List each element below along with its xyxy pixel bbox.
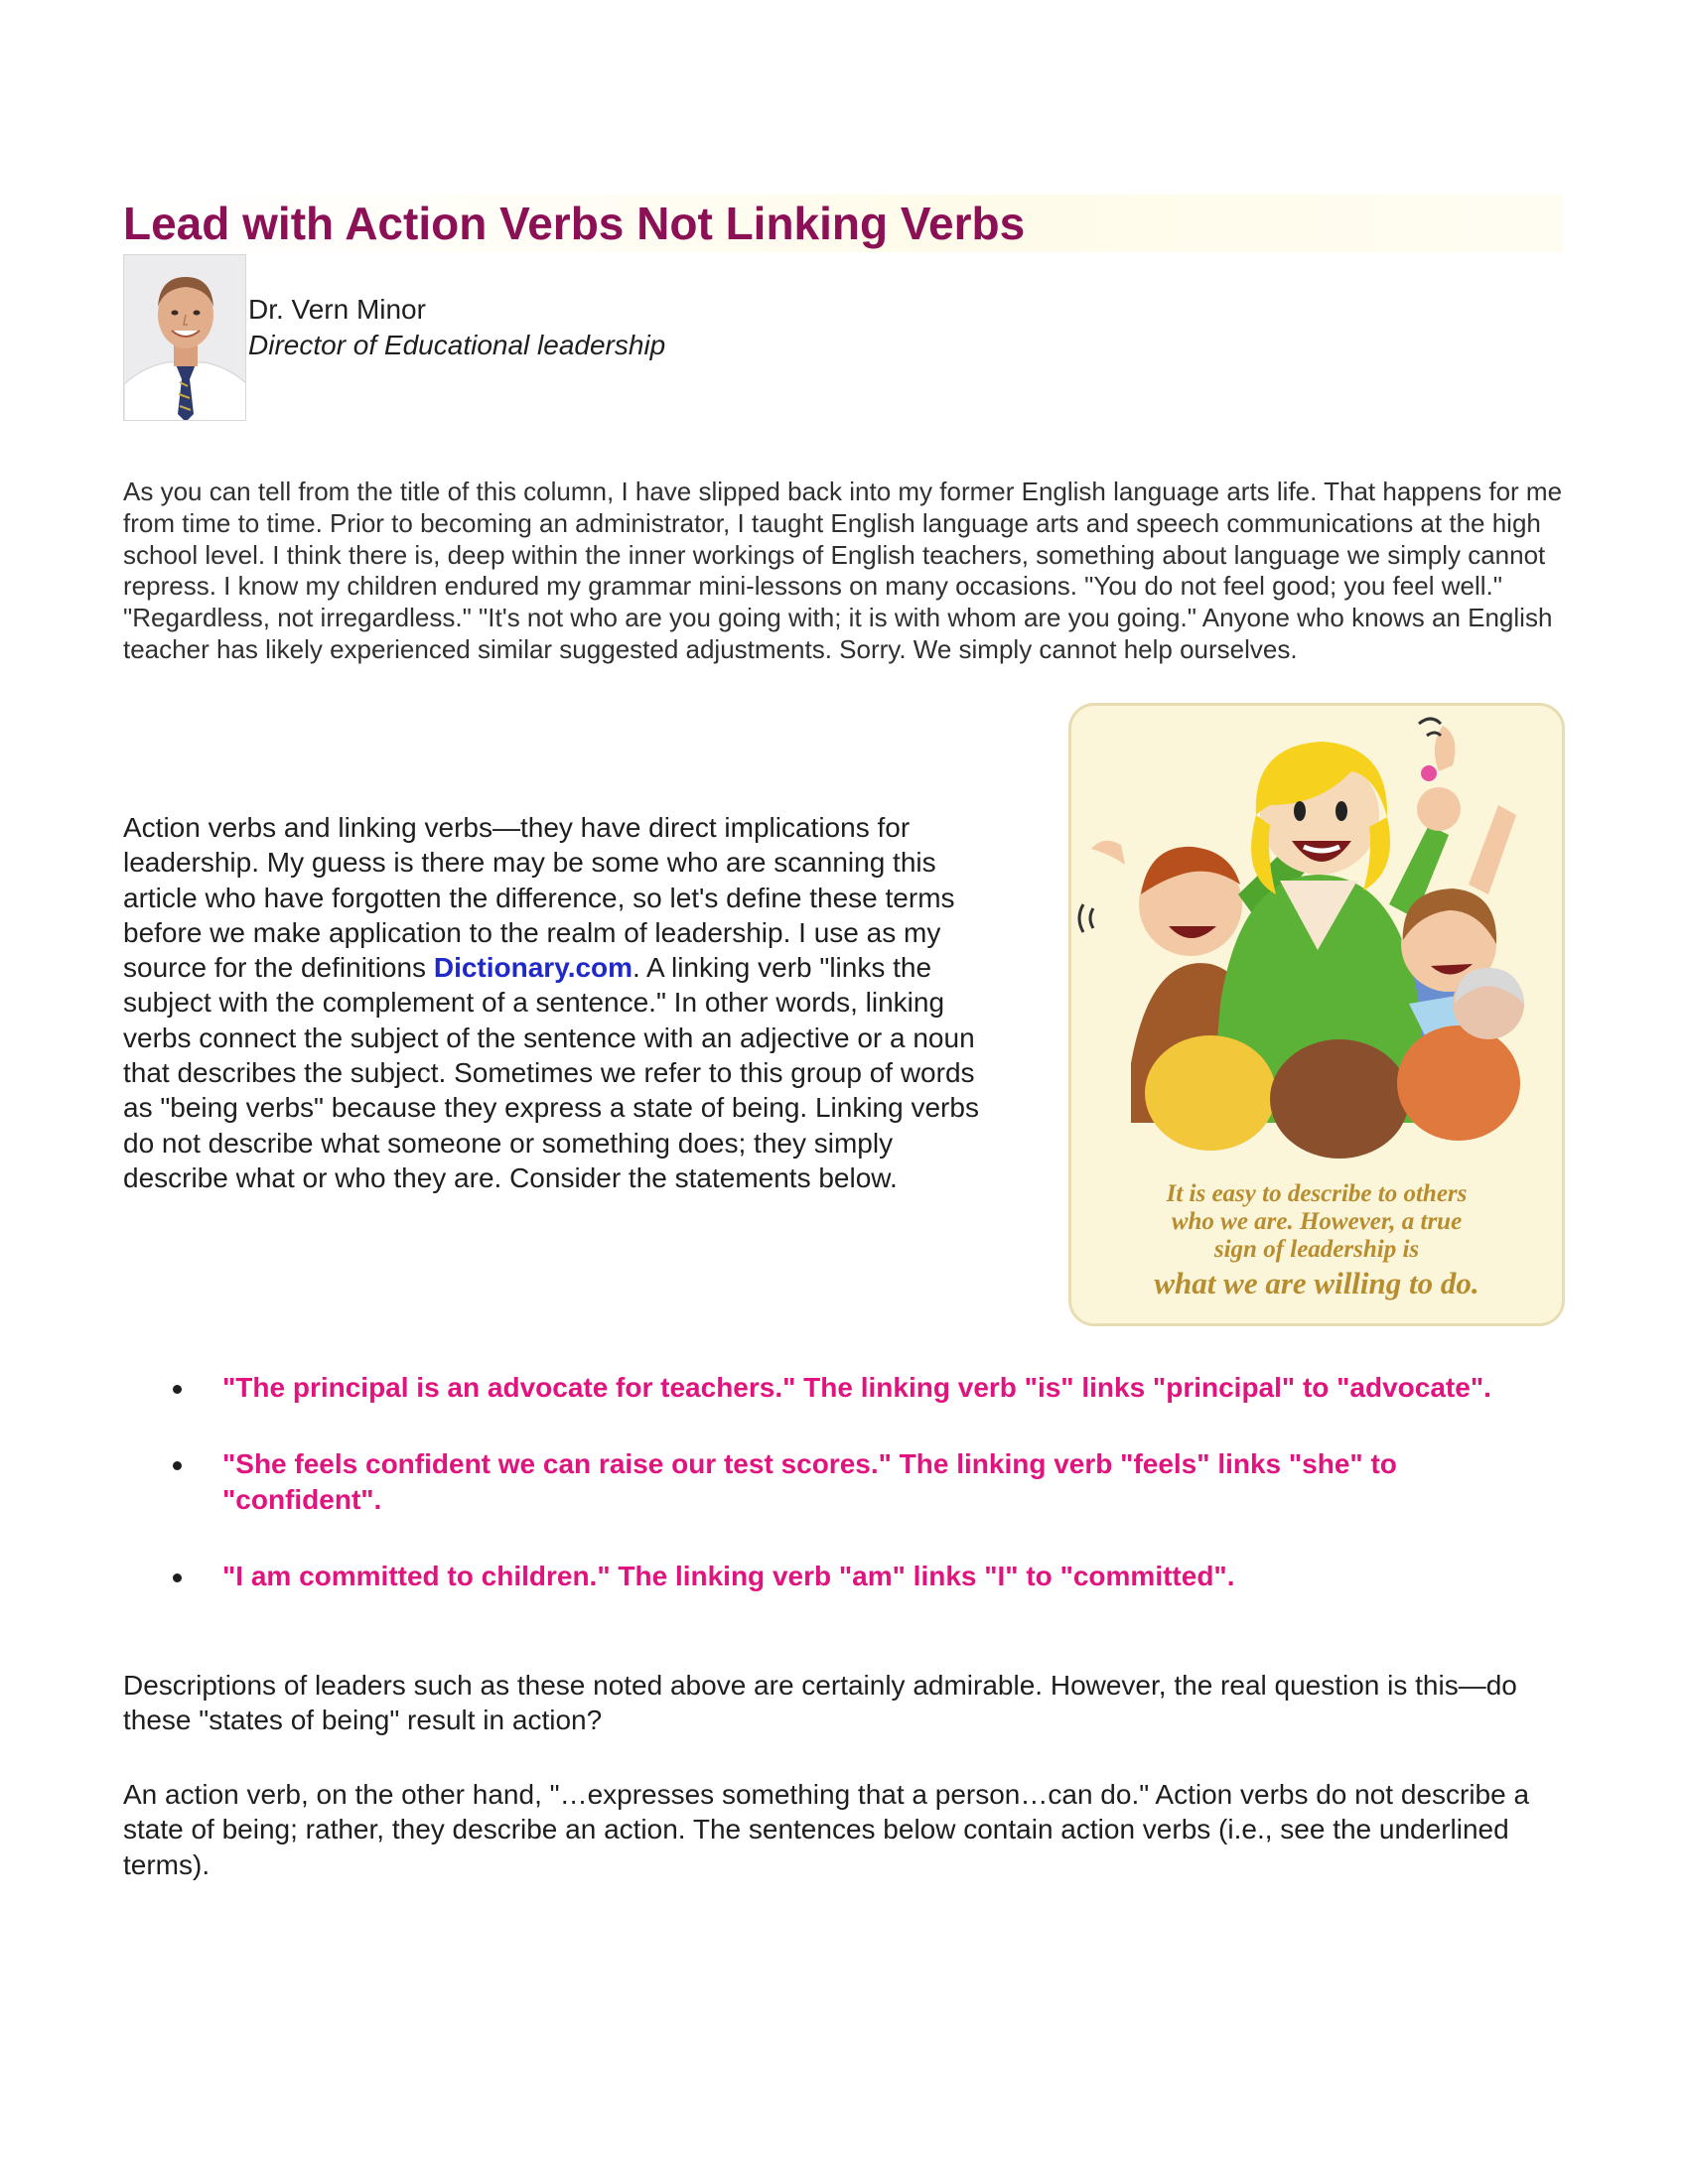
intro-paragraph: As you can tell from the title of this column, I have slipped back into my former English language arts life. That happens for me from time to time. Prior to becoming an administrator, I taught English language arts and speech communications at the high school level. I think there is, deep within the inner workings of English teachers, something about language we simply cannot repress. I know my children endured my grammar mini-lessons on many occasions. "You do not feel good; you feel well." "Regardless, not irregardless." "It's not who are you going with; it is with whom are you going." Anyone who knows an English teacher has likely experienced similar suggested adjustments. Sorry. We simply cannot help ourselves. bbox=[123, 477, 1563, 664]
dictionary-link[interactable]: Dictionary.com bbox=[433, 952, 633, 984]
illustration-caption bbox=[1081, 1180, 1552, 1301]
action-para-text-start: Action verbs and linking verbs—they have direct implications for leadership. My guess is there may be some who are scanning this article who have forgotten the difference, so let's define these terms before we make application to the realm of leadership. I use as my source for the definitions bbox=[123, 812, 955, 984]
leadership-illustration bbox=[1068, 703, 1565, 1326]
list-item bbox=[123, 1370, 1563, 1405]
caption-line-4: what we are willing to do. bbox=[1154, 1266, 1479, 1300]
bullet-text: "I am committed to children." The linking verb "am" links "I" to "committed". bbox=[222, 1560, 1235, 1591]
author-role: Director of Educational leadership bbox=[248, 330, 666, 360]
list-item bbox=[123, 1446, 1563, 1517]
bullet-text: "She feels confident we can raise our test scores." The linking verb "feels" links "she" to "confident". bbox=[222, 1448, 1397, 1515]
author-name: Dr. Vern Minor bbox=[248, 294, 426, 325]
bullet-icon bbox=[173, 1461, 182, 1470]
descriptions-paragraph: Descriptions of leaders such as these noted above are certainly admirable. However, the real question is this—do these "states of being" result in action? bbox=[123, 1670, 1517, 1736]
linking-verb-examples bbox=[123, 1370, 1563, 1635]
cheering-people-graphic bbox=[1071, 706, 1565, 1172]
action-verb-definition-paragraph: An action verb, on the other hand, "…expresses something that a person…can do." Action verbs do not describe a state of being; rather, they describe an action. The sentences below contain action verbs (i.e., see the underlined terms). bbox=[123, 1779, 1530, 1880]
action-para-text-end: . A linking verb "links the subject with the complement of a sentence." In other words, linking verbs connect the subject of the sentence with an adjective or a noun that describes the subject. Sometimes we refer to this group of words as "being verbs" because they express a state of being. Linking verbs do not describe what someone or something does; they simply describe what or who they are. Consider the statements below. bbox=[123, 952, 979, 1193]
page-title: Lead with Action Verbs Not Linking Verbs bbox=[123, 198, 1026, 249]
bullet-icon bbox=[173, 1385, 182, 1394]
list-item bbox=[123, 1559, 1563, 1593]
caption-line-2: who we are. However, a true bbox=[1171, 1208, 1463, 1235]
bullet-text: "The principal is an advocate for teachers." The linking verb "is" links "principal" to "advocate". bbox=[222, 1372, 1491, 1403]
caption-line-1: It is easy to describe to others bbox=[1166, 1180, 1468, 1207]
bullet-icon bbox=[173, 1573, 182, 1582]
action-verbs-paragraph bbox=[123, 810, 987, 1195]
caption-line-3: sign of leadership is bbox=[1213, 1236, 1420, 1263]
author-photo bbox=[123, 254, 246, 421]
